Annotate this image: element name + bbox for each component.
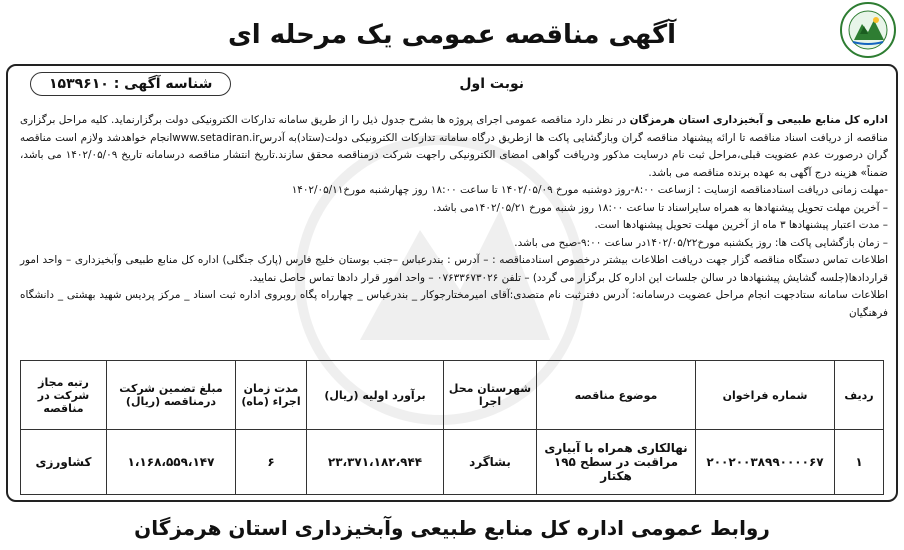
notice-meta-row [0,72,904,102]
table-cell: ۱ [835,430,884,495]
body-paragraph-6: اطلاعات تماس دستگاه مناقصه گزار جهت دریافت اطلاعات بیشتر درخصوص اسنادمناقصه : – آدرس : بندرعباس –جنب بوستان خلیج فارس (پارک جنگلی) اداره کل منابع طبیعی وآبخیزداری – واحد امور قراردادها(جلسه گشایش پیشنهادها در سالن جلسات این اداره کل برگزار می گردد) – تلفن ۰۷۶۳۳۶۷۳۰۲۶ – واحد امور قرار دادها تماس حاصل نمایید. [20,254,888,284]
table-cell: ۶ [236,430,307,495]
notice-body [20,112,888,322]
page-title: آگهی مناقصه عمومی یک مرحله ای [227,20,677,50]
table-cell: کشاورزی [21,430,107,495]
body-paragraph-7: اطلاعات سامانه ستادجهت انجام مراحل عضویت درسامانه: آدرس دفترثبت نام متصدی:آقای امیرمختارجوکار _ بندرعباس _ چهارراه پگاه روبروی اداره ثبت اسناد _ مرکز پردیس شهید بهشتی _ دانشگاه فرهنگیان [20,289,888,319]
nobat-label: نوبت اول [459,76,524,92]
table-header-cell: مبلغ تضمین شرکت درمناقصه (ریال) [107,361,236,430]
table-cell: نهالکاری همراه با آبیاری مراقبت در سطح ۱۹۵ هکتار [537,430,696,495]
organization-logo-icon [806,0,898,60]
table-header-cell: شماره فراخوان [696,361,835,430]
table-header-cell: موضوع مناقصه [537,361,696,430]
table-cell: بشاگرد [444,430,537,495]
table-row [21,430,884,495]
table-header-cell: ردیف [835,361,884,430]
table-header-cell: شهرستان محل اجرا [444,361,537,430]
body-paragraph-5: – زمان بازگشایی پاکت ها: روز یکشنبه مورخ۱۴۰۲/۰۵/۲۲در ساعت ۹:۰۰-صبح می باشد. [514,236,888,249]
table-cell: ۱،۱۶۸،۵۵۹،۱۴۷ [107,430,236,495]
body-paragraph-2: -مهلت زمانی دریافت اسنادمناقصه ازسایت : ازساعت ۸:۰۰-روز دوشنبه مورخ ۱۴۰۲/۰۵/۰۹ تا ساعت ۱۸:۰۰ روز چهارشنبه مورخ۱۴۰۲/۰۵/۱۱ [291,184,888,196]
table-cell: ۲۳،۳۷۱،۱۸۲،۹۴۴ [307,430,444,495]
tender-table [20,360,884,495]
notice-id-badge: شناسه آگهی : ۱۵۳۹۶۱۰ [30,72,231,96]
body-paragraph-3: – آخرین مهلت تحویل پیشنهادها به همراه سایراسناد تا ساعت ۱۸:۰۰ روز شنبه مورخ ۱۴۰۲/۰۵/۲۱می باشد. [433,201,888,214]
table-header-cell: رتبه مجاز شرکت در مناقصه [21,361,107,430]
body-paragraph-4: – مدت اعتبار پیشنهادها ۳ ماه از آخرین مهلت تحویل پیشنهادها است. [594,219,888,231]
table-header-cell: مدت زمان اجراء (ماه) [236,361,307,430]
table-header-cell: برآورد اولیه (ریال) [307,361,444,430]
header [4,6,900,64]
table-header-row [21,361,884,430]
organization-name: اداره کل منابع طبیعی و آبخیزداری استان هرمزگان [629,114,888,126]
footer-text: روابط عمومی اداره کل منابع طبیعی وآبخیزداری استان هرمزگان [134,516,770,540]
body-paragraph-1: اداره کل منابع طبیعی و آبخیزداری استان هرمزگان در نظر دارد مناقصه عمومی اجرای پروژه ها بشرح جدول ذیل را از طریق سامانه تدارکات الکترونیکی دولت برگزارنماید. کلیه مراحل برگزاری مناقصه از دریافت اسناد مناقصه تا ارائه پیشنهاد مناقصه گران وبازگشایی پاکت ها ازطریق درگاه سامانه تدارکات الکترونیکی دولت(ستاد)به آدرسwww.setadiran.irانجام خواهدشد ولازم است مناقصه گران درصورت عدم عضویت قبلی،مراحل ثبت نام درسایت مذکور ودریافت گواهی امضای الکترونیکی راجهت شرکت درمناقصه محقق سازند.تاریخ انتشار مناقصه درسامانه تاریخ ۱۴۰۲/۰۵/۰۹ می باشد، ضمناً» هزینه درج آگهی به عهده برنده مناقصه می باشد. [20,114,888,179]
table-cell: ۲۰۰۲۰۰۳۸۹۹۰۰۰۰۶۷ [696,430,835,495]
